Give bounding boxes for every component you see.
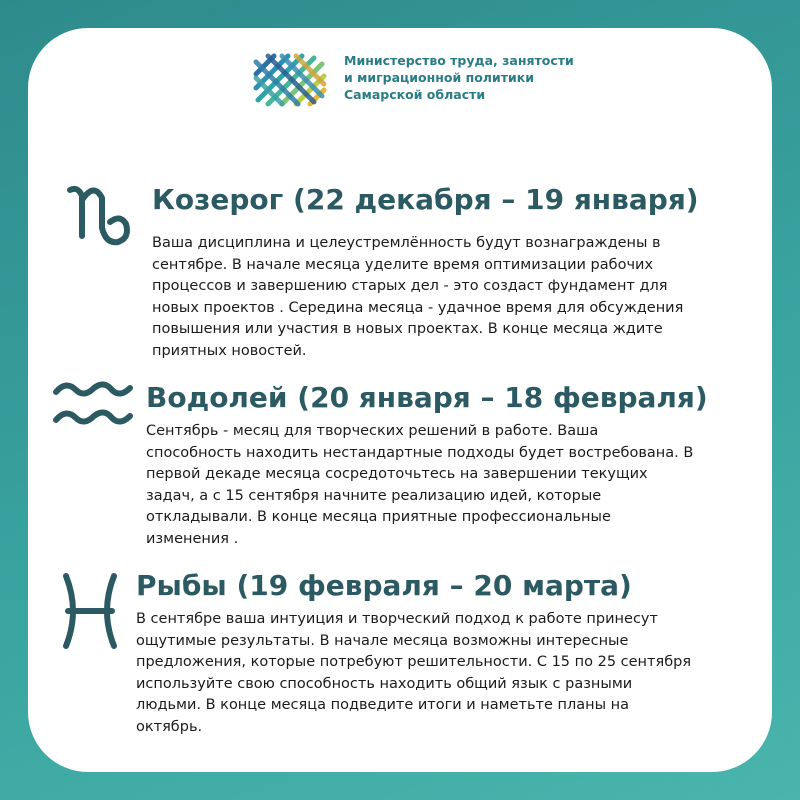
text-line: используйте свою способность находить общий язык с разными <box>136 675 633 692</box>
text-line: повышения или участия в новых проектах. В конце месяца ждите <box>152 321 663 337</box>
org-line: и миграционной политики <box>344 70 534 85</box>
org-line: Министерство труда, занятости <box>344 53 574 68</box>
sign-title: Рыбы (19 февраля – 20 марта) <box>136 569 632 602</box>
text-line: людьми. В конце месяца подведите итоги и наметьте планы на <box>136 697 630 713</box>
text-line: Сентябрь - месяц для творческих решений в работе. Ваша <box>146 423 599 439</box>
sign-title: Водолей (20 января – 18 февраля) <box>146 381 708 414</box>
text-line: сентябре. В начале месяца уделите время оптимизации рабочих <box>152 256 654 273</box>
text-line: новых проектов . Середина месяца - удачное время для обсуждения <box>152 299 684 316</box>
text-line: предложения, которые потребуют решительности. С 15 по 25 сентября <box>136 654 692 670</box>
aquarius-icon <box>52 374 134 434</box>
text-line: процессов и завершению старых дел - это создаст фундамент для <box>152 278 668 294</box>
text-line: октябрь. <box>136 718 203 735</box>
sign-description <box>152 233 683 362</box>
text-line: изменения . <box>146 530 239 547</box>
capricorn-icon <box>66 178 138 250</box>
text-line: первой декаде месяца сосредоточьтесь на завершении текущих <box>146 466 648 482</box>
ministry-name <box>344 52 644 103</box>
content-card <box>28 28 772 772</box>
text-line: задач, а с 15 сентября начните реализацию идей, которые <box>146 487 602 504</box>
text-line: Ваша дисциплина и целеустремлённость будут вознаграждены в <box>152 235 661 251</box>
org-line: Самарской области <box>344 87 486 102</box>
sign-description <box>136 609 691 738</box>
pisces-icon <box>58 570 122 652</box>
text-line: приятных новостей. <box>152 342 307 359</box>
sign-description <box>146 421 693 550</box>
sign-title: Козерог (22 декабря – 19 января) <box>152 183 699 216</box>
text-line: способность находить нестандартные подходы будет востребована. В <box>146 444 694 461</box>
ministry-logo-icon <box>248 48 334 118</box>
text-line: В сентябре ваша интуиция и творческий подход к работе принесут <box>136 611 658 627</box>
text-line: откладывали. В конце месяца приятные профессиональные <box>146 509 611 525</box>
text-line: ощутимые результаты. В начале месяца возможны интересные <box>136 632 629 649</box>
